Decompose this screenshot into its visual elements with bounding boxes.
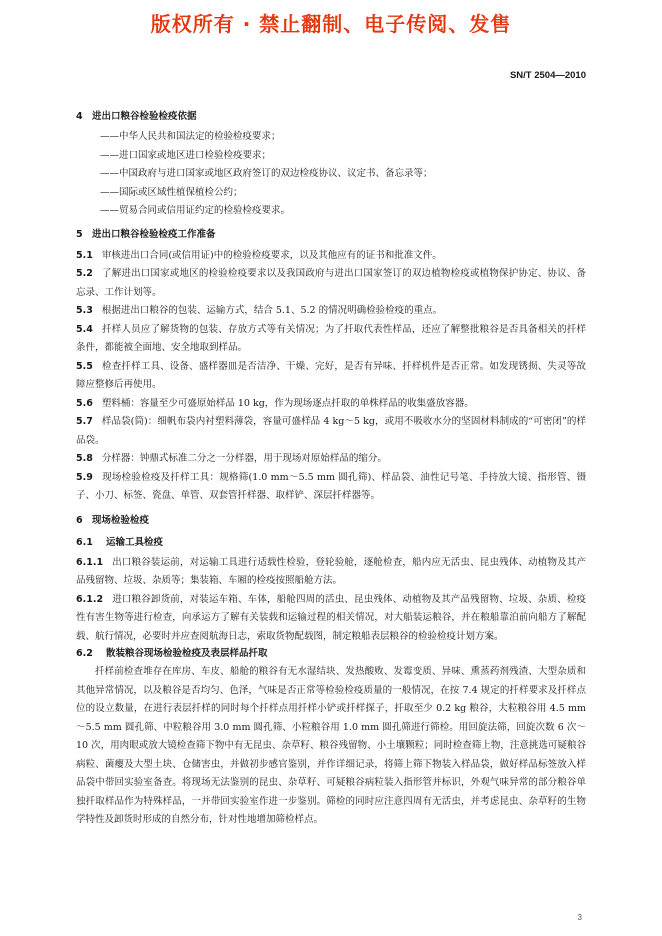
clause-number: 6.1.1 [76, 556, 104, 568]
basis-item: ——中华人民共和国法定的检验检疫要求； [100, 131, 281, 142]
clause-paragraph [76, 247, 586, 266]
clause-text: 现场检验检疫及扦样工具：规格筛(1.0 mm～5.5 mm 圆孔筛)、样品袋、油性记号笔、手持放大镜、指形管、镊子、小刀、标签、瓷盘、单管、双套管扦样器、取样铲、深层扦样器等。 [76, 471, 586, 501]
clause-number: 5.7 [76, 416, 93, 427]
clause-number: 5.6 [76, 397, 93, 409]
clause-text: 根据进出口粮谷的包装、运输方式，结合 5.1、5.2 的情况明确检验检疫的重点。 [101, 305, 443, 316]
subsection-6-1-heading [76, 536, 586, 550]
clause-paragraph [76, 469, 586, 506]
clause-text: 扦样人员应了解货物的包装、存放方式等有关情况；为了扦取代表性样品，还应了解整批粮谷是否具备相关的扦样条件，都能被全面地、安全地取到样品。 [76, 323, 586, 353]
clause-number: 6.1.2 [76, 593, 104, 605]
section-6-heading [76, 514, 586, 528]
standard-number: SN/T 2504—2010 [509, 70, 586, 81]
subsection-title: 散装粮谷现场检验检疫及表层样品扦取 [106, 648, 268, 659]
clause-paragraph [76, 554, 586, 591]
section-number: 4 [76, 111, 83, 122]
subsection-6-2-heading [76, 647, 586, 661]
clause-number: 5.3 [76, 305, 93, 316]
body-paragraph: 扦样前检查堆存在库房、车皮、船舱的粮谷有无水湿结块、发热酸败、发霉变质、异味、熏蒸药剂残渣、大型杂质和其他异常情况，以及粮谷是否均匀、色泽，气味是否正常等检验检疫质量的一般情况，在按 7.4 规定的扦样要求及扦样点位的设立数量，在进行表层扦样的同时每个扦样点用扦样小铲或扦样探子，扦取至少 0.2 kg 粮谷，大粒粮谷用 4.5 mm～5.5 mm 圆孔筛、中粒粮谷用 3.0 mm 圆孔筛、小粒粮谷用 1.0 mm 圆孔筛进行筛检。用回旋法筛，回旋次数 6 次～10 次，用肉眼或放大镜检查筛下物中有无昆虫、杂草籽、粮谷残留物、小土壤颗粒；同时检查筛上物，注意挑选可疑粮谷病粒、菌瘿及大型土块、仓储害虫，并做初步感官鉴别，并作详细记录，将筛上筛下物装入样品袋，做好样品标签放入样品袋中带回实验室备查。将现场无法鉴别的昆虫、杂草籽、可疑粮谷病粒装入指形管并标识，外观气味异常的部分粮谷单独扦取样品作为特殊样品，一并带回实验室作进一步鉴别。筛检的同时应注意四周有无活虫，并考虑昆虫、杂草籽的生物学特性及卸货时形成的自然分布，针对性地增加筛检样点。 [76, 666, 586, 825]
copyright-banner: 版权所有 · 禁止翻制、电子传阅、发售 [150, 12, 512, 36]
clause-number: 5.9 [76, 471, 93, 483]
basis-item: ——国际或区域性植保植检公约； [100, 186, 243, 198]
clause-text: 样品袋(筒)：细帆布袋内衬塑料薄袋，容量可盛样品 4 kg～5 kg，或用不吸收水分的坚固材料制成的“可密闭”的样品袋。 [76, 416, 586, 446]
clause-number: 5.5 [76, 360, 93, 372]
clause-text: 出口粮谷装运前，对运输工具进行适载性检验，登轮验舱，逐舱检查，船内应无活虫、昆虫残体、动植物及其产品残留物、垃圾、杂质等；集装箱、车厢的检疫按照船舱方法。 [76, 556, 586, 586]
clause-paragraph [76, 450, 586, 469]
clause-text: 塑料桶：容量至少可盛原始样品 10 kg，作为现场逐点扦取的单株样品的收集盛放容器。 [101, 397, 474, 409]
section-4-heading [76, 110, 586, 124]
clause-text: 分样器：钟鼎式标准二分之一分样器，用于现场对原始样品的缩分。 [101, 453, 387, 464]
section-title: 现场检验检疫 [92, 514, 150, 526]
section-title: 进出口粮谷检验检疫依据 [92, 111, 197, 122]
clause-text: 审核进出口合同(或信用证)中的检验检疫要求，以及其他应有的证书和批准文件。 [101, 249, 442, 261]
clause-number: 5.4 [76, 323, 93, 335]
section-number: 6 [76, 514, 83, 526]
basis-item: ——进口国家或地区进口检验检疫要求； [100, 149, 272, 161]
subsection-number: 6.2 [76, 648, 93, 659]
clause-text: 检查扦样工具、设备、盛样器皿是否洁净、干燥、完好，是否有异味、扦样机件是否正常。如发现锈损、失灵等故障应整修后再使用。 [76, 360, 586, 390]
clause-paragraph [76, 591, 586, 647]
page-number: 3 [577, 913, 582, 922]
subsection-title: 运输工具检疫 [106, 536, 164, 548]
clause-paragraph [76, 321, 586, 358]
subsection-number: 6.1 [76, 536, 93, 548]
basis-item: ——贸易合同或信用证约定的检验检疫要求。 [100, 205, 291, 216]
section-number: 5 [76, 228, 83, 240]
section-title: 进出口粮谷检验检疫工作准备 [92, 228, 216, 240]
clause-number: 5.2 [76, 268, 93, 279]
clause-paragraph [76, 265, 586, 302]
clause-paragraph [76, 395, 586, 414]
clause-number: 5.8 [76, 453, 93, 464]
page-content [76, 110, 586, 830]
clause-paragraph [76, 413, 586, 450]
clause-text: 了解进出口国家或地区的检验检疫要求以及我国政府与进出口国家签订的双边植物检疫或植物保护协定、协议、备忘录、工作计划等。 [76, 268, 586, 298]
clause-number: 5.1 [76, 249, 93, 261]
section-5-heading [76, 228, 586, 242]
clause-paragraph [76, 358, 586, 395]
clause-paragraph [76, 302, 586, 321]
basis-item: ——中国政府与进口国家或地区政府签订的双边检疫协议、议定书、备忘录等； [100, 168, 433, 179]
clause-text: 进口粮谷卸货前，对装运车箱、车体，船舱四周的活虫、昆虫残体、动植物及其产品残留物、垃圾、杂质、检疫性有害生物等进行检查，向承运方了解有关装载和运输过程的相关情况，对大船装运粮谷，并在粮船靠泊前向船方了解配载、航行情况，必要时并应查阅航海日志，索取货物配载图，制定粮船表层粮谷的检验检疫计划方案。 [76, 593, 586, 642]
